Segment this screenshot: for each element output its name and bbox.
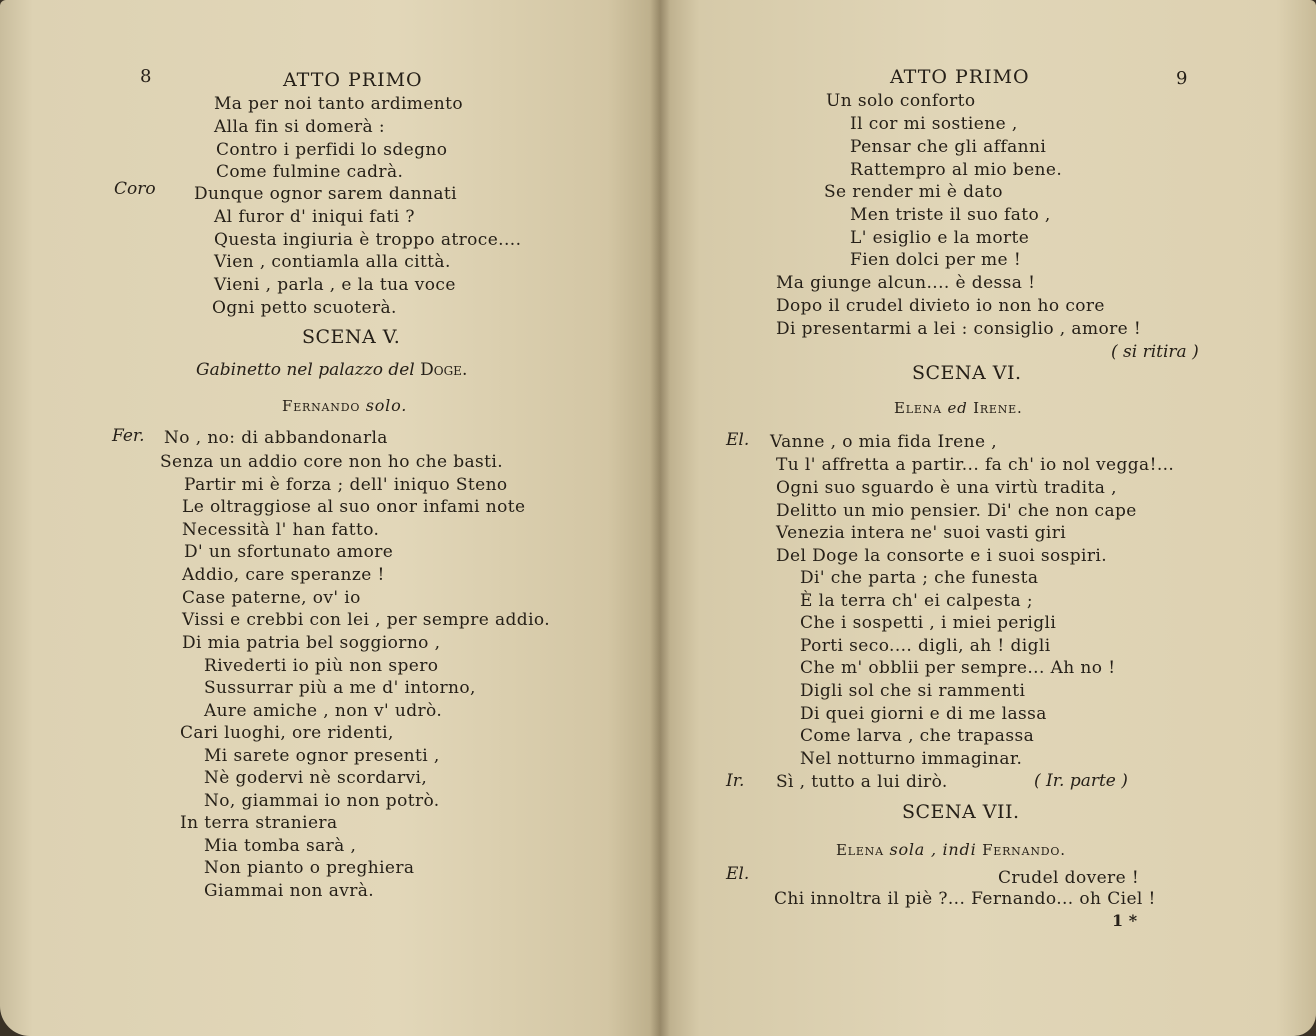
verse-line: Giammai non avrà. <box>204 881 375 901</box>
verse-line: Necessità l' han fatto. <box>182 520 380 540</box>
verse-line: Ma per noi tanto ardimento <box>214 94 464 114</box>
verse-line: Del Doge la consorte e i suoi sospiri. <box>776 546 1108 566</box>
speaker-label: El. <box>726 864 750 884</box>
character-note: indi <box>942 840 977 859</box>
verse-line: Pensar che gli affanni <box>850 137 1047 157</box>
verse-line: Rattempro al mio bene. <box>850 160 1063 180</box>
verse-line: Questa ingiuria è troppo atroce.... <box>214 230 522 250</box>
verse-line: Tu l' affretta a partir... fa ch' io nol vegga!... <box>776 455 1175 475</box>
verse-line: No , no: di abbandonarla <box>164 428 388 448</box>
verse-line: Che m' obblii per sempre... Ah no ! <box>800 658 1116 678</box>
scene-characters <box>836 840 1066 859</box>
verse-line: Aure amiche , non v' udrò. <box>204 701 443 721</box>
verse-line: Alla fin si domerà : <box>214 117 386 137</box>
book-gutter <box>650 0 670 1036</box>
character-name: Elena <box>836 841 884 859</box>
verse-line: Di mia patria bel soggiorno , <box>182 633 441 653</box>
verse-line: Crudel dovere ! <box>998 868 1140 888</box>
scene-setting <box>196 360 467 380</box>
verse-line: Vieni , parla , e la tua voce <box>214 275 456 295</box>
speaker-label: El. <box>726 430 750 450</box>
right-page <box>660 0 1316 1036</box>
verse-line: Ogni suo sguardo è una virtù tradita , <box>776 478 1117 498</box>
verse-line: Se render mi è dato <box>824 182 1003 202</box>
verse-line: Sussurrar più a me d' intorno, <box>204 678 476 698</box>
verse-line: Vien , contiamla alla città. <box>214 252 451 272</box>
verse-line: Di presentarmi a lei : consiglio , amore ! <box>776 319 1142 339</box>
scene-heading: SCENA V. <box>302 326 401 348</box>
verse-line: Rivederti io più non spero <box>204 656 439 676</box>
verse-line: Come larva , che trapassa <box>800 726 1035 746</box>
verse-line: Come fulmine cadrà. <box>216 162 404 182</box>
verse-line: Ogni petto scuoterà. <box>212 298 397 318</box>
scene-characters <box>894 399 1023 417</box>
verse-line: Senza un addio core non ho che basti. <box>160 452 504 472</box>
verse-line: Mia tomba sarà , <box>204 836 357 856</box>
running-head: ATTO PRIMO <box>890 66 1030 88</box>
verse-line: Il cor mi sostiene , <box>850 114 1018 134</box>
verse-line: Di quei giorni e di me lassa <box>800 704 1047 724</box>
running-head: ATTO PRIMO <box>283 69 423 91</box>
conjunction: ed <box>947 399 968 417</box>
character-name: Irene. <box>973 399 1023 417</box>
verse-line: Le oltraggiose al suo onor infami note <box>182 497 526 517</box>
verse-line: Di' che parta ; che funesta <box>800 568 1039 588</box>
verse-line: Delitto un mio pensier. Di' che non cape <box>776 501 1137 521</box>
page-number: 9 <box>1176 68 1188 89</box>
character-note: sola , <box>889 840 937 859</box>
scene-characters <box>282 396 407 415</box>
verse-line: Ma giunge alcun.... è dessa ! <box>776 273 1036 293</box>
character-note: solo. <box>365 396 408 415</box>
verse-line: Sì , tutto a lui dirò. <box>776 772 948 792</box>
setting-text: Gabinetto nel palazzo del <box>196 360 415 380</box>
verse-line: Un solo conforto <box>826 91 976 111</box>
verse-line: Porti seco.... digli, ah ! digli <box>800 636 1051 656</box>
character-name: Fernando <box>282 397 361 415</box>
page-number: 8 <box>140 66 152 87</box>
setting-place: Doge. <box>420 360 468 380</box>
character-name: Elena <box>894 399 942 417</box>
verse-line: Fien dolci per me ! <box>850 250 1022 270</box>
verse-line: Dunque ognor sarem dannati <box>194 184 457 204</box>
signature-mark: 1 * <box>1112 911 1138 930</box>
character-name: Fernando. <box>982 841 1066 859</box>
stage-direction: ( Ir. parte ) <box>1034 771 1128 791</box>
scene-heading: SCENA VI. <box>912 362 1022 384</box>
verse-line: Partir mi è forza ; dell' iniquo Steno <box>184 475 508 495</box>
speaker-label: Ir. <box>726 771 745 791</box>
verse-line: Vissi e crebbi con lei , per sempre addio. <box>182 610 551 630</box>
verse-line: Dopo il crudel divieto io non ho core <box>776 296 1105 316</box>
verse-line: Al furor d' iniqui fati ? <box>214 207 415 227</box>
verse-line: Non pianto o preghiera <box>204 858 415 878</box>
verse-line: Che i sospetti , i miei perigli <box>800 613 1057 633</box>
stage-direction: ( si ritira ) <box>1111 342 1199 362</box>
scene-heading: SCENA VII. <box>902 801 1020 823</box>
verse-line: D' un sfortunato amore <box>184 542 394 562</box>
verse-line: Cari luoghi, ore ridenti, <box>180 723 394 743</box>
verse-line: Venezia intera ne' suoi vasti giri <box>776 523 1067 543</box>
verse-line: Addio, care speranze ! <box>182 565 385 585</box>
verse-line: L' esiglio e la morte <box>850 228 1030 248</box>
verse-line: Digli sol che si rammenti <box>800 681 1026 701</box>
verse-line: Chi innoltra il piè ?... Fernando... oh Ciel ! <box>774 889 1156 909</box>
speaker-label: Coro <box>114 179 156 199</box>
speaker-label: Fer. <box>112 426 145 446</box>
verse-line: Case paterne, ov' io <box>182 588 361 608</box>
verse-line: Nel notturno immaginar. <box>800 749 1023 769</box>
verse-line: No, giammai io non potrò. <box>204 791 440 811</box>
verse-line: È la terra ch' ei calpesta ; <box>800 591 1033 611</box>
verse-line: Vanne , o mia fida Irene , <box>770 432 998 452</box>
verse-line: Nè godervi nè scordarvi, <box>204 768 428 788</box>
verse-line: Men triste il suo fato , <box>850 205 1051 225</box>
verse-line: In terra straniera <box>180 813 338 833</box>
verse-line: Contro i perfidi lo sdegno <box>216 140 448 160</box>
verse-line: Mi sarete ognor presenti , <box>204 746 440 766</box>
